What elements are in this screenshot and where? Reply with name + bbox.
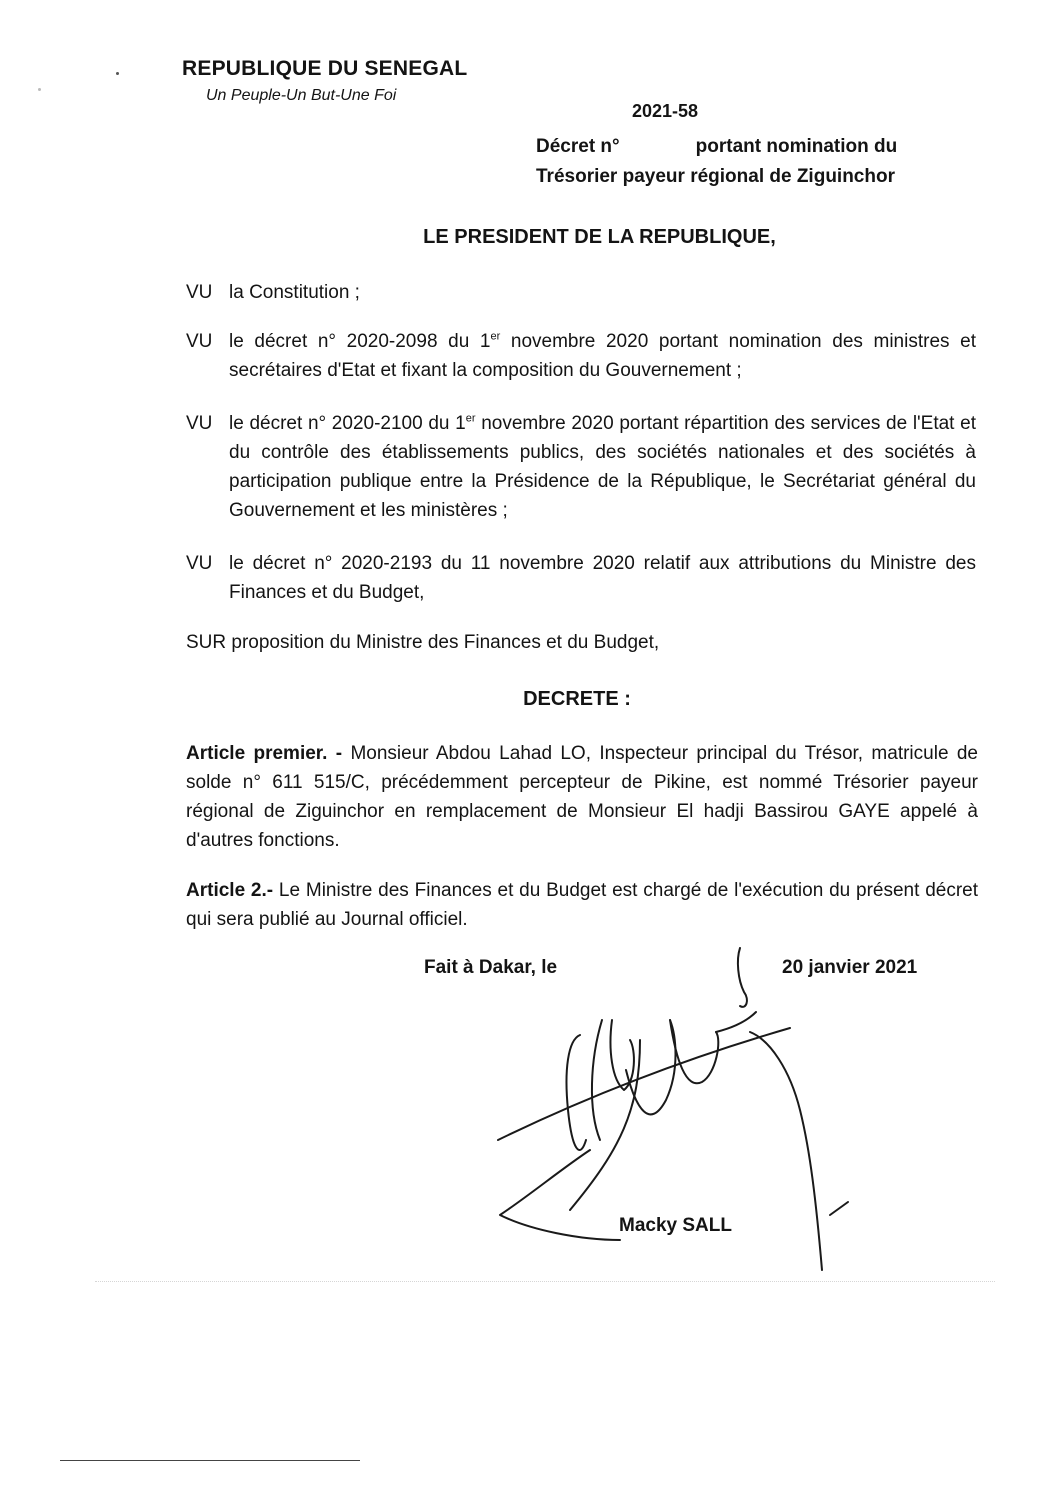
place-line: Fait à Dakar, le: [424, 957, 558, 978]
article-text: Monsieur Abdou Lahad LO, Inspecteur principal du Trésor, matricule de solde n° 611 515/C, précédemment percepteur de Pikine, est nommé Trésorier payeur régional de Ziguinchor en remplacement de Monsieur El hadji Bassirou GAYE appelé à d'autres fonctions.: [186, 743, 978, 851]
scan-edge-line: [60, 1460, 360, 1461]
vu-label: VU: [186, 413, 213, 434]
scan-speck: [38, 88, 41, 91]
article-first: [186, 739, 978, 855]
vu-label: VU: [186, 331, 213, 352]
scan-divider: [95, 1281, 995, 1282]
vu-label: VU: [186, 553, 213, 574]
handwritten-signature-icon: [440, 940, 880, 1300]
article-label: Article premier. -: [186, 743, 343, 764]
vu-text: le décret n° 2020-2100 du 1er novembre 2020 portant répartition des services de l'Etat et du contrôle des établissements publics, des sociétés nationales et des sociétés à participation publique entre la Présidence de la République, le Secrétariat général du Gouvernement et les ministères ;: [229, 412, 976, 521]
vu-text: le décret n° 2020-2193 du 11 novembre 2020 relatif aux attributions du Ministre des Finances et du Budget,: [229, 553, 976, 603]
vu-label: VU: [186, 282, 213, 303]
signer-name: Macky SALL: [619, 1215, 732, 1236]
country-header: REPUBLIQUE DU SENEGAL: [182, 57, 468, 80]
decree-title-prefix: Décret n°: [536, 136, 620, 157]
decree-title-rest: portant nomination du: [695, 136, 898, 157]
vu-text: la Constitution ;: [229, 282, 360, 303]
article-label: Article 2.-: [186, 880, 274, 901]
article-text: Le Ministre des Finances et du Budget est chargé de l'exécution du présent décret qui sera publié au Journal officiel.: [186, 880, 979, 930]
decree-number: 2021-58: [632, 101, 699, 121]
vu-item: [186, 549, 976, 607]
vu-item: [186, 278, 976, 307]
vu-item: [186, 327, 976, 385]
article-second: [186, 876, 978, 934]
signature-date: 20 janvier 2021: [782, 957, 918, 978]
scan-speck: [116, 72, 119, 75]
decrete-heading: DECRETE :: [523, 688, 631, 710]
vu-item: [186, 409, 976, 525]
decree-title: [536, 132, 976, 192]
vu-text: le décret n° 2020-2098 du 1er novembre 2020 portant nomination des ministres et secrétaires d'Etat et fixant la composition du Gouvernement ;: [229, 330, 976, 381]
president-heading: LE PRESIDENT DE LA REPUBLIQUE,: [423, 226, 776, 248]
decree-title-line2: Trésorier payeur régional de Ziguinchor: [536, 166, 895, 187]
proposal-line: SUR proposition du Ministre des Finances et du Budget,: [186, 632, 660, 653]
national-motto: Un Peuple-Un But-Une Foi: [206, 87, 397, 104]
